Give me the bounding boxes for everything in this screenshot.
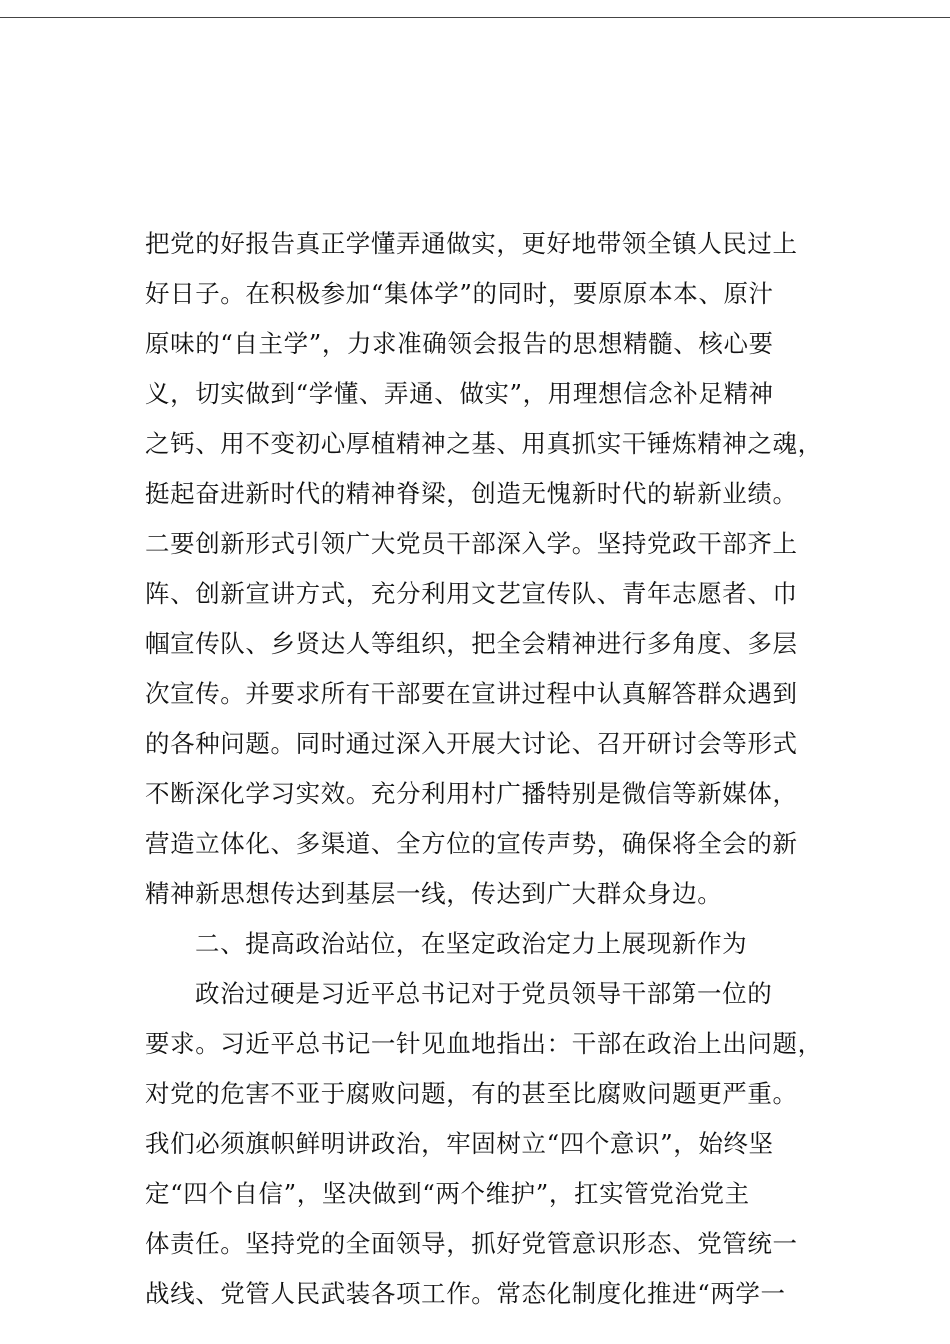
body-line: 战线、党管人民武装各项工作。常态化制度化推进“两学一: [145, 1279, 786, 1308]
body-line: 精神新思想传达到基层一线，传达到广大群众身边。: [145, 879, 723, 908]
paragraph-first-line: 政治过硬是习近平总书记对于党员领导干部第一位的: [195, 979, 773, 1008]
body-line: 体责任。坚持党的全面领导，抓好党管意识形态、党管统一: [145, 1229, 798, 1258]
body-line: 要求。习近平总书记一针见血地指出：干部在政治上出问题，: [145, 1029, 823, 1058]
body-line: 好日子。在积极参加“集体学”的同时，要原原本本、原汁: [145, 279, 774, 308]
section-heading: 二、提高政治站位，在坚定政治定力上展现新作为: [195, 929, 748, 958]
body-line: 阵、创新宣讲方式，充分利用文艺宣传队、青年志愿者、巾: [145, 579, 798, 608]
body-line: 营造立体化、多渠道、全方位的宣传声势，确保将全会的新: [145, 829, 798, 858]
body-line: 不断深化学习实效。充分利用村广播特别是微信等新媒体，: [145, 779, 798, 808]
body-line: 我们必须旗帜鲜明讲政治，牢固树立“四个意识”，始终坚: [145, 1129, 774, 1158]
body-line: 原味的“自主学”，力求准确领会报告的思想精髓、核心要: [145, 329, 774, 358]
body-line: 次宣传。并要求所有干部要在宣讲过程中认真解答群众遇到: [145, 679, 798, 708]
body-line: 挺起奋进新时代的精神脊梁，创造无愧新时代的崭新业绩。: [145, 479, 798, 508]
body-line: 的各种问题。同时通过深入开展大讨论、召开研讨会等形式: [145, 729, 798, 758]
body-line: 帼宣传队、乡贤达人等组织，把全会精神进行多角度、多层: [145, 629, 798, 658]
body-line: 定“四个自信”，坚决做到“两个维护”，扛实管党治党主: [145, 1179, 750, 1208]
document-body: [145, 219, 835, 1319]
body-line: 二要创新形式引领广大党员干部深入学。坚持党政干部齐上: [145, 529, 798, 558]
header-rule: [0, 17, 950, 18]
body-line: 之钙、用不变初心厚植精神之基、用真抓实干锤炼精神之魂，: [145, 429, 823, 458]
body-line: 对党的危害不亚于腐败问题，有的甚至比腐败问题更严重。: [145, 1079, 798, 1108]
body-line: 义，切实做到“学懂、弄通、做实”，用理想信念补足精神: [145, 379, 774, 408]
body-line: 把党的好报告真正学懂弄通做实，更好地带领全镇人民过上: [145, 229, 798, 258]
